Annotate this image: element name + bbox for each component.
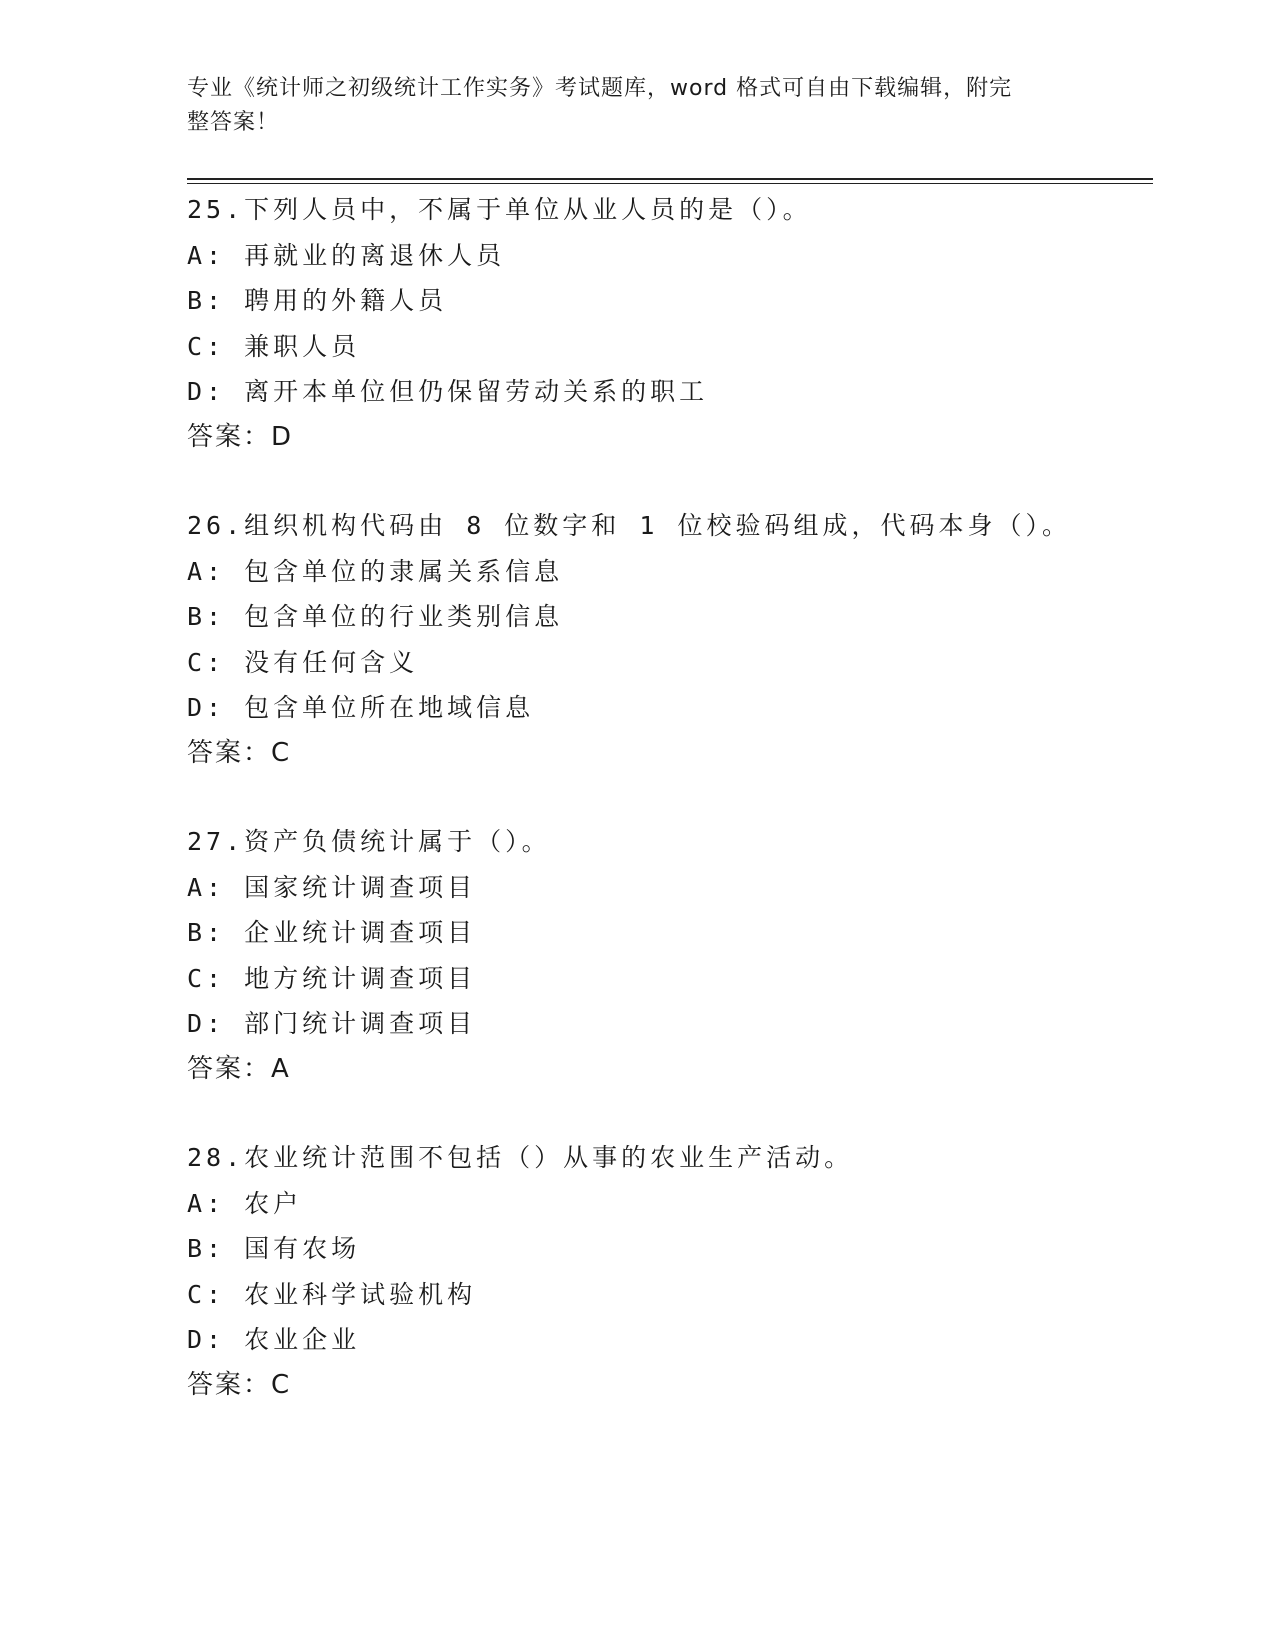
option-c: C: 兼职人员 [187, 331, 361, 361]
answer-label: 答案：C [187, 737, 292, 768]
question-stem: 28.农业统计范围不包括（）从事的农业生产活动。 [187, 1143, 854, 1172]
document-header [187, 72, 1067, 140]
option-b: B: 企业统计调查项目 [187, 918, 477, 947]
option-a: A: 国家统计调查项目 [187, 872, 477, 902]
option-a: A: 再就业的离退休人员 [187, 240, 506, 270]
header-line-1: 专业《统计师之初级统计工作实务》考试题库，word 格式可自由下载编辑，附完 [187, 76, 1013, 101]
option-a: A: 农户 [187, 1188, 303, 1218]
header-line-2: 整答案！ [187, 110, 280, 135]
answer-label: 答案：C [187, 1369, 292, 1400]
option-a: A: 包含单位的隶属关系信息 [187, 556, 564, 586]
header-divider-thin [187, 183, 1153, 184]
option-b: B: 聘用的外籍人员 [187, 286, 448, 315]
question-26 [187, 503, 1147, 776]
question-28 [187, 1135, 1147, 1408]
question-27 [187, 819, 1147, 1092]
answer-label: 答案：D [187, 421, 294, 452]
question-25 [187, 187, 1147, 460]
option-d: D: 部门统计调查项目 [187, 1009, 477, 1038]
option-d: D: 包含单位所在地域信息 [187, 693, 535, 722]
answer-label: 答案：A [187, 1053, 291, 1084]
option-c: C: 地方统计调查项目 [187, 963, 477, 993]
question-stem: 27.资产负债统计属于（）。 [187, 827, 551, 856]
option-d: D: 农业企业 [187, 1325, 361, 1354]
option-b: B: 包含单位的行业类别信息 [187, 602, 564, 631]
option-c: C: 农业科学试验机构 [187, 1279, 477, 1309]
option-d: D: 离开本单位但仍保留劳动关系的职工 [187, 377, 709, 406]
question-stem: 26.组织机构代码由 8 位数字和 1 位校验码组成，代码本身（）。 [187, 511, 1071, 540]
option-b: B: 国有农场 [187, 1234, 361, 1263]
option-c: C: 没有任何含义 [187, 647, 419, 677]
header-divider-thick [187, 178, 1153, 180]
question-stem: 25.下列人员中，不属于单位从业人员的是（）。 [187, 195, 812, 224]
